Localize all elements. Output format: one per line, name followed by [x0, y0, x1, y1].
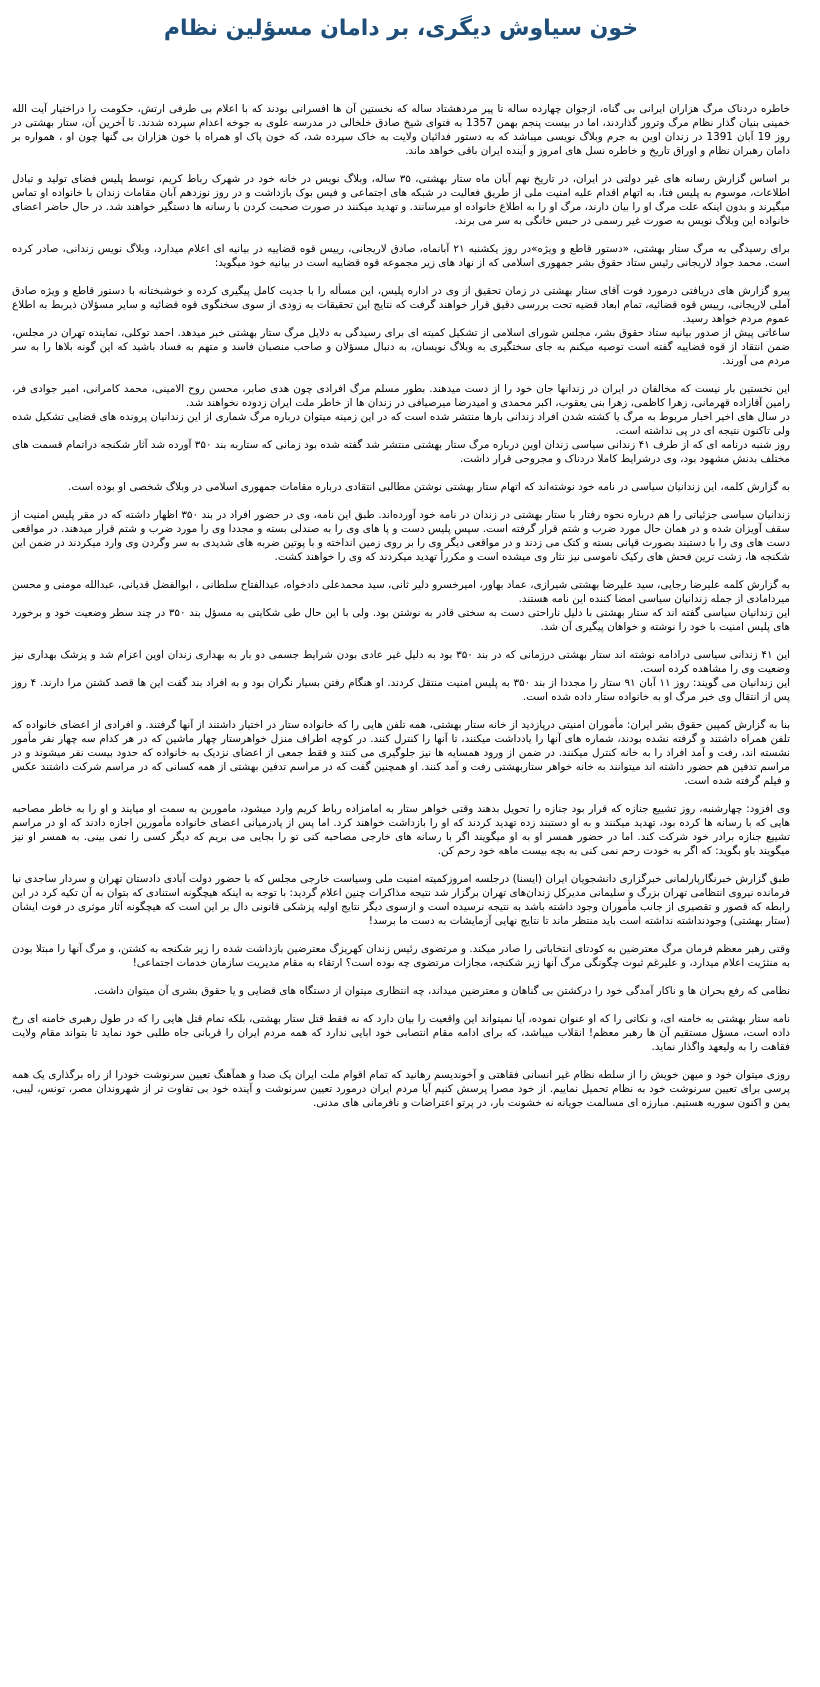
article-paragraph: برای رسیدگی به مرگ ستار بهشتی، «دستور قاطع و ویژه»در روز یکشنبه ٢١ آبانماه، صادق لاریجانی، رییس قوه قضاییه در بیانیه ای اعلام میدارد، وبلاگ نویس زندانی، صادر کرده است. محمد جواد لاریجانی رئیس ستاد حقوق بشر جمهوری اسلامی که از نهاد های زیر مجموعه قوه قضاییه است در بیانیه خود میگوید:: [12, 243, 791, 269]
article-paragraph: روزی میتوان خود و میهن خویش را از سلطه نظام غیر انسانی فقاهتی و آخوندیسم رهانید که تمام اقوام ملت ایران یک صدا و همآهنگ تعیین سرنوشت خودرا از راه برگذاری یک همه پرسی برای تعیین سرنوشت خود به نظام تحمیل نماییم. از خود مصرا پرسش کنیم آیا مردم ایران درمورد تعیین سرنوشت و آینده خود بی تفاوت تر از شهروندان مصر، تونس، لیبی، یمن و اکنون سوریه هستیم. مبارزه ای مسالمت جویانه نه خشونت بار، در پرتو اعتراضات و نافرمانی های مدنی.: [12, 1069, 790, 1109]
article-title: خون سیاوش دیگری، بر دامان مسؤلین نظام: [163, 16, 639, 41]
article-paragraph: وی افزود: چهارشنبه، روز تشییع جنازه که قرار بود جنازه را تحویل بدهند وقتی خواهر ستار به امامزاده رباط کریم وارد میشود، ماموربن به سمت او میایند و او را به خاطر مصاحبه هایی که با رسانه ها کرده بود، تهدید میکنند و به او دستبند زده تهدید کردند که او را بازداشت خواهند کرد. اما پس از پادرمیانی اعضای خانواده مأمورین اجازه دادند که او در مراسم تشییع جنازه برادر خود شرکت کند. اما در حضور همسر او به او میگویند اگر با رسانه های خارجی مصاحبه کنی تو را بجایی می بریم که دیگر کسی را نمی بینی. به همسر او نیز میگویند باو بگوید: که اگر به خودت رحم نمی کنی به بچه بیست ماهه خود رحم کن.: [12, 803, 790, 857]
article-paragraph: این نخستین بار نیست که مخالفان در ایران در زندانها جان خود را از دست میدهند. بطور مسلم مرگ افرادی چون هدی صابر، محسن روح الامینی، محمد کامرانی، امیر جوادی فر، رامین آقازاده قهرمانی، زهرا کاظمی، زهرا بنی یعقوب، اکبر محمدی و امیدرضا میرصیافی در زندان ها از خاطر ملت ایران زدوده نخواهند شد. در سال های اخیر اخبار مربوط به مرگ یا کشته شدن افراد زندانی بارها منتشر شده است که در این زمینه میتوان درباره مرگ شماری از این زندانیان پرونده های قضایی تشکیل شده ولی تاکنون نتیجه ای در پی نداشته است. روز شنبه درنامه ای که از طرف ۴١ زندانی سیاسی زندان اوین درباره مرگ ستار بهشتی منتشر شد گفته شده بود زمانی که ستاربه بند ٣۵٠ آورده شد آثار شکنجه دراتمام قسمت های مختلف بدنش مشهود بود، وی درشرایط کاملا دردناک و مجروحی قرار داشت.: [12, 383, 790, 465]
article-paragraph: طبق گزارش خبرنگارپارلمانی خبرگزاری دانشجویان ایران (ایسنا) درجلسه امروزکمیته امنیت ملی وسیاست خارجی مجلس که با حضور دولت آبادی دادستان تهران و سردار ساجدی نیا فرمانده نیروی انتظامی تهران بزرگ و سلیمانی مدیرکل زندان‌های تهران برگزار شد نتیجه مذاکرات چنین اعلام گردید: با توجه به اینکه هیچگونه استنادی که بتوان به آن تکیه کرد در این رابطه که قصور و تقصیری از جانب مأموران وجود داشته باشد به نتیجه نرسیده است و ازسوی دیگر نتایج اولیه پزشکی قانونی دال بر این است که هیچگونه آثار موثری در فوت ایشان (ستار بهشتی) وجودنداشته نداشته است باید منتظر ماند تا نتایج نهایی آزمایشات به دست ما برسد!: [12, 873, 790, 927]
article-body: [12, 102, 790, 1110]
article-paragraph: به گزارش کلمه علیرضا رجایی، سید علیرضا بهشتی شیرازی، عماد بهاور، امیرخسرو دلیر ثانی، سید محمدعلی دادخواه، عبدالفتاح سلطانی ، ابوالفضل قدیانی، عبدالله مومنی و محسن میردامادی از جمله زندانیان سیاسی امضا کننده این نامه هستند. این زندانیان سیاسی گفته اند که ستار بهشتی با دلیل ناراحتی دست به سختی قادر به نوشتن بود. ولی با این حال طی شکایتی به مسؤل بند ٣۵٠ در چند سطر وضعیت خود و برخورد های پلیس امنیت با خود را نوشته و خواهان پیگیری آن شد.: [12, 579, 790, 633]
article-paragraph: نامه ستار بهشتی به خامنه ای، و نکاتی را که او عنوان نموده، آیا نمیتواند این واقعیت را بیان دارد که نه فقط قتل ستار بهشتی، بلکه تمام قتل هایی را که در طول رهبری خامنه ای رخ داده است، مسؤل مستقیم آن ها رهبر معظم! انقلاب میباشد، که برای ادامه مقام انتصابی خود ابایی ندارد که همه مردم ایران را قربانی جاه طلبی خود نماید تا بتواند مقام ولایت فقاهت را به ولیعهد واگذار نماید.: [12, 1013, 790, 1053]
article-paragraph: بنا به گزارش کمپین حقوق بشر ایران: مأموران امنیتی درپازدید از خانه ستار بهشتی، همه تلفن هایی را که خانواده ستار در اختیار داشتند از آنها گرفتند. و افرادی از اعضای خانواده که تلفن همراه داشتند و گرفته نشده بودند، شماره های آنها را یادداشت میکنند، تا آنها را کنترل کنند. در کوچه اطراف منزل خواهرستار چهار ماشین که در هر کدام سه چهار نفر مأمور نشسته اند، رفت و آمد افراد را به خانه کنترل میکنند. در ضمن از ورود همسایه ها نیز جلوگیری می کنند و فقط جمعی از اعضای نزدیک به خانواده که حدود بیست نفر میشوند و در مراسم تدفین هم حضور داشته اند میتوانند به خانه خواهر ستاربهشتی رفت و آمد کنند. او همچنین گفت که در مراسم تدفین بهشتی از همه کسانی که در مراسم شرکت داشتند عکس و فیلم گرفته شده است.: [12, 719, 790, 787]
article-paragraph: وقتی رهبر معظم فرمان مرگ معترضین به کودتای انتخاباتی را صادر میکند. و مرتضوی رئیس زندان کهریزگ معترضین بازداشت شده را زیر شکنجه به کشتن، و مرگ آنها را مبتلا بودن به منثژیت اعلام میدارد، و علیرغم ثبوت چگونگی مرگ آنها زیر شکنجه، مجازات مرتضوی چه بوده است؟ ارتقاء به مقام مدیریت سازمان خدمات اجتماعی!: [12, 943, 790, 969]
article-paragraph: نظامی که رفع بحران ها و ناکار آمدگی خود را درکشتن بی گناهان و معترضین میداند، چه انتظاری میتوان از دستگاه های قضایی و یا حقوق بشری آن میتوان داشت.: [93, 985, 790, 997]
article-paragraph: این ۴١ زندانی سیاسی درادامه نوشته اند ستار بهشتی درزمانی که در بند ٣۵٠ بود به دلیل غیر عادی بودن شرایط جسمی دو بار به بهداری زندان اوین اعزام شد و پزشک بهداری نیز وضعیت وی را مشاهده کرده است. این زندانیان می گویند: روز ١١ آبان ٩١ ستار را مجددا از بند ٣۵٠ به پلیس امنیت منتقل کردند. او هنگام رفتن بسیار نگران بود و به افراد بند گفت این ها قصد کشتن مرا دارند. ۴ روز پس از انتقال وی خبر مرگ او به خانواده ستار داده شده است.: [12, 649, 791, 703]
article-paragraph: به گزارش کلمه، این زندانیان سیاسی در نامه خود نوشته‌اند که اتهام ستار بهشتی نوشتن مطالبی انتقادی درباره مقامات جمهوری اسلامی در وبلاگ شخصی او بوده است.: [68, 481, 790, 493]
article-paragraph: پیرو گزارش های دریافتی درمورد فوت آقای ستار بهشتی در زمان تحقیق از وی در اداره پلیس، این مسأله را با جدیت کامل پیگیری کرده و خوشبختانه با دستور قاطع و ویژه صادق آملی لاریجانی، رییس قوه قضائیه، تمام ابعاد قضیه تحت بررسی دقیق قرار خواهند گرفت که نتایج این تحقیقات به زودی از سوی سخنگوی قوه قضائیه و سایر مسؤلان ذیربط به اطلاع عموم مردم خواهد رسید. ساعاتی پیش از صدور بیانیه ستاد حقوق بشر، مجلس شورای اسلامی از تشکیل کمیته ای برای رسیدگی به دلایل مرگ ستار بهشتی خبر میدهد. احمد توکلی، نماینده تهران در مجلس، ضمن انتقاد از قوه قضاییه گفته است توصیه میکنم به جای سختگیری به وبلاگ نویسان، به دنبال مسؤلان و صاحب منصبان فاسد و متهم به فساد باشید که این گونه بلاها را به سر مردم می آورند.: [12, 285, 790, 367]
article-paragraph: زندانیان سیاسی جزئیاتی را هم درباره نحوه رفتار با ستار بهشتی در زندان در نامه خود آورده‌اند. طبق این نامه، وی در حضور افراد در بند ٣۵٠ اظهار داشته که در مقر پلیس امنیت از سقف آویزان شده و در همان حال مورد ضرب و شتم قرار گرفته است. سپس پلیس دست و پا های وی را به صندلی بسته و مجددا وی را مورد ضرب و شتم قرار میدهند. در مواقعی دست های وی را با دستبند بصورت قپانی بسته و کتک می زدند و در مواقعی دیگر وی را بر روی زمین انداخته و با پوتین ضربه های شدیدی به سر وگردن وی وارد میکردند در ضمن این شکنجه ها، زشت ترین فحش های رکیک ناموسی نیز نثار وی میشده است و مکرراً تهدید میکردند که وی را خواهند کشت.: [12, 509, 790, 563]
article-paragraph: بر اساس گزارش رسانه های غیر دولتی در ایران، در تاریخ نهم آبان ماه ستار بهشتی، ٣۵ ساله، وبلاگ نویس در خانه خود در شهرک رباط کریم، توسط پلیس فضای تولید و تبادل اطلاعات، موسوم به پلیس فتا، به اتهام اقدام علیه امنیت ملی از طریق فعالیت در شبکه های اجتماعی و فیس بوک بازداشت و در روز نوزدهم آبان مقامات زندان با خانواده او تماس میگیرند و بدون اینکه علت مرگ او را بیان دارند، مرگ او را به اطلاع خانواده او میرسانند. و تهدید میکنند در صورت صحبت کردن با رسانه ها دستگیر خواهند شد. در حال حاضر اعضای خانواده این وبلاگ نویس به صورت غیر رسمی در حبس خانگی به سر می برند.: [12, 173, 790, 227]
article-paragraph: خاطره دردناک مرگ هزاران ایرانی بی گناه، ازجوان چهارده ساله تا پیر مردهشتاد ساله که نخستین آن ها افسرانی بودند که با اعلام بی طرفی ارتش، حکومت را دراختیار آیت الله خمینی بنیان گذار نظام مرگ وترور گذاردند، اما در بیست پنجم بهمن 1357 به فتوای شیخ صادق خلخالی در مدرسه علوی به جوخه اعدام سپرده شدند. تا آخرین آن، ستار بهشتی در روز 19 آبان 1391 در زندان اوین به جرم وبلاگ نویسی میباشد که به دستور فدائیان ولایت به خاک سپرده شد، که خون پاک او همراه با خون هزاران بی گنها چون او ، همواره بر دامان رهبران نظام و اوراق تاریخ و خاطره نسل های امروز و آینده ایران باقی خواهد ماند.: [12, 103, 790, 157]
